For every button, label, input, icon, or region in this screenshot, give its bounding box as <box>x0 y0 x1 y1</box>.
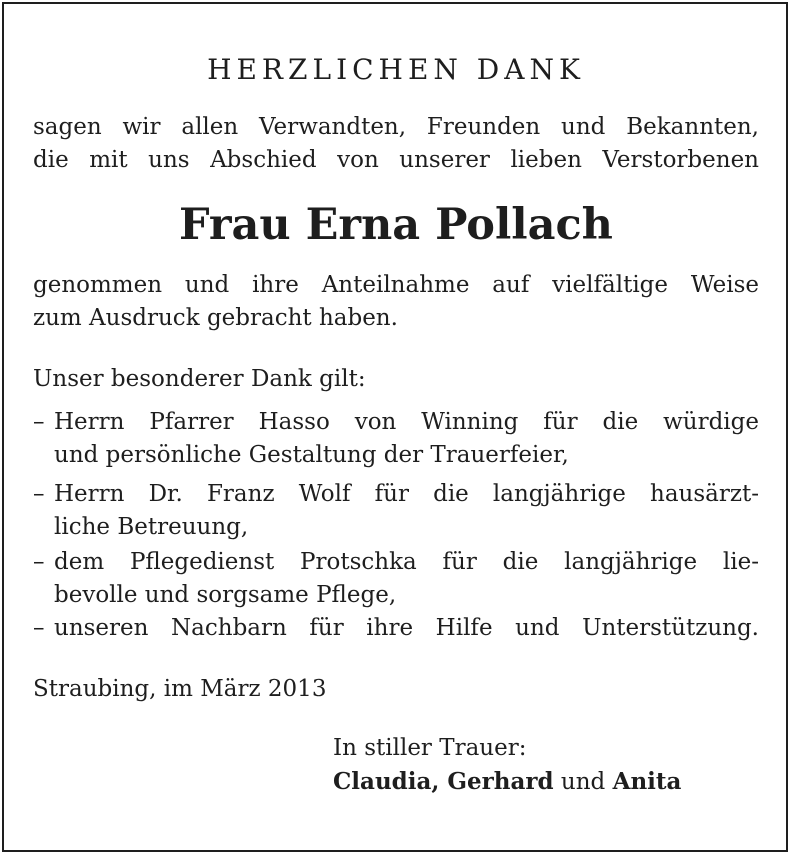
thanks-item-line-1: dem Pflegedienst Protschka für die langjährige lie- <box>54 549 759 575</box>
thanks-item-line-1: Herrn Dr. Franz Wolf für die langjährige hausärzt- <box>54 481 759 507</box>
deceased-name: Frau Erna Pollach <box>179 200 613 250</box>
signer-name: Claudia <box>333 768 432 795</box>
intro-line-2: die mit uns Abschied von unserer lieben Verstorbenen <box>33 147 759 173</box>
special-thanks-heading: Unser besonderer Dank gilt: <box>33 366 366 392</box>
thanks-item-line-1: Herrn Pfarrer Hasso von Winning für die würdige <box>54 409 759 435</box>
thanks-item-line-2: und persönliche Gestaltung der Trauerfeier, <box>54 442 569 468</box>
list-dash: – <box>33 615 45 641</box>
name-separator: , <box>431 768 448 795</box>
thanks-item-line-2: liche Betreuung, <box>54 514 249 540</box>
thanks-item-line-1: unseren Nachbarn für ihre Hilfe und Unterstützung. <box>54 615 759 641</box>
after-name-line-1: genommen und ihre Anteilnahme auf vielfältige Weise <box>33 272 759 298</box>
name-conjunction: und <box>553 769 613 795</box>
place-date: Straubing, im März 2013 <box>33 676 327 702</box>
signature-intro: In stiller Trauer: <box>333 735 527 761</box>
intro-line-1: sagen wir allen Verwandten, Freunden und Bekannten, <box>33 114 759 140</box>
signer-name: Anita <box>612 768 682 795</box>
list-dash: – <box>33 549 45 575</box>
list-dash: – <box>33 481 45 507</box>
signature-names <box>333 767 681 797</box>
signer-name: Gerhard <box>447 768 554 795</box>
notice-heading: HERZLICHEN DANK <box>207 53 585 86</box>
thanks-item-line-2: bevolle und sorgsame Pflege, <box>54 582 397 608</box>
list-dash: – <box>33 409 45 435</box>
after-name-line-2: zum Ausdruck gebracht haben. <box>33 305 398 331</box>
